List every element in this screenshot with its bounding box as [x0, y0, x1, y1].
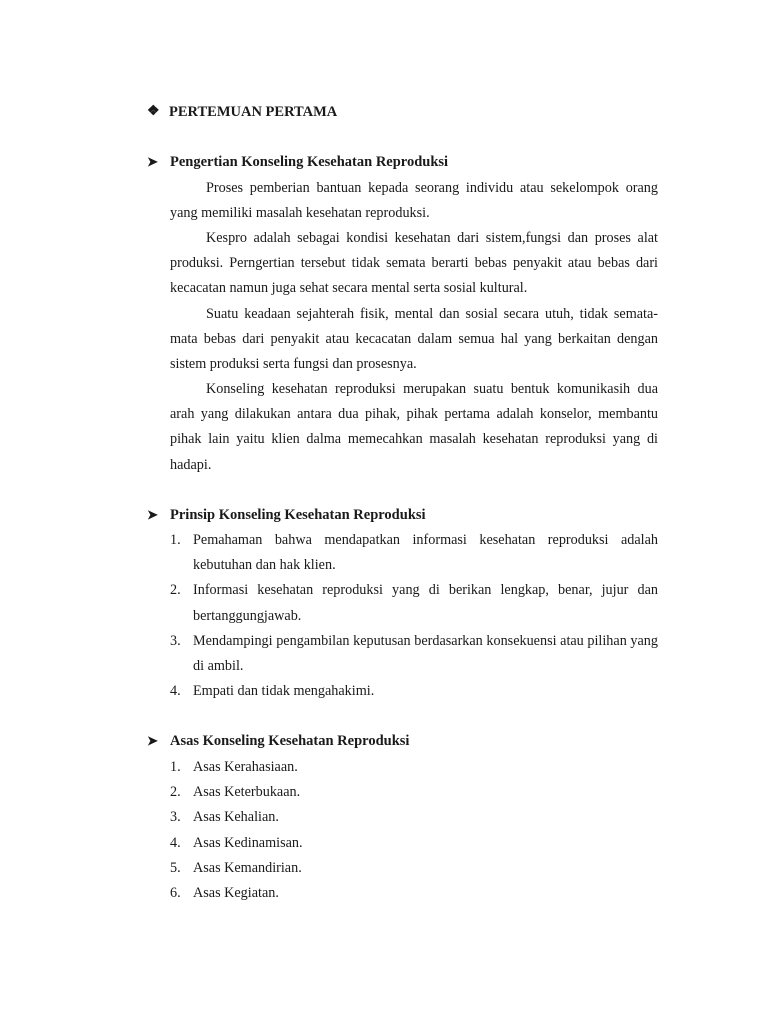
paragraph: Proses pemberian bantuan kepada seorang individu atau sekelompok orang yang memiliki masalah kesehatan reproduksi. — [170, 180, 658, 222]
list-number: 2. — [170, 784, 181, 801]
asas-list — [170, 755, 658, 906]
list-item — [170, 780, 658, 805]
list-item — [170, 629, 658, 679]
list-text: Asas Kegiatan. — [193, 885, 279, 902]
list-item — [170, 831, 658, 856]
section-heading-prinsip — [147, 504, 426, 526]
list-item — [170, 528, 658, 578]
section-heading-asas — [147, 730, 409, 752]
list-item — [170, 679, 658, 704]
paragraph: Suatu keadaan sejahterah fisik, mental dan sosial secara utuh, tidak semata-mata bebas dari penyakit atau kecacatan dalam semua hal yang berkaitan dengan sistem produksi serta fungsi dan prosesnya. — [170, 306, 658, 373]
section-heading-pengertian — [147, 151, 448, 173]
section-title: Pengertian Konseling Kesehatan Reproduksi — [170, 154, 449, 170]
list-number: 6. — [170, 885, 181, 902]
arrow-bullet-icon: ➤ — [147, 507, 158, 522]
list-item — [170, 755, 658, 780]
paragraph: Kespro adalah sebagai kondisi kesehatan dari sistem,fungsi dan proses alat produksi. Perngertian tersebut tidak semata berarti bebas penyakit atau bebas dari kecacatan namun juga sehat secara mental serta sosial kultural. — [170, 230, 658, 297]
list-text: Asas Keterbukaan. — [193, 784, 301, 801]
list-text: Asas Kerahasiaan. — [193, 759, 298, 775]
list-number: 2. — [170, 582, 181, 599]
list-text: Informasi kesehatan reproduksi yang di berikan lengkap, benar, jujur dan bertanggungjawab. — [193, 582, 658, 624]
arrow-bullet-icon: ➤ — [147, 154, 158, 169]
list-number: 1. — [170, 532, 181, 548]
list-number: 4. — [170, 683, 181, 700]
section-title: Prinsip Konseling Kesehatan Reproduksi — [170, 507, 426, 523]
main-heading — [147, 101, 337, 123]
list-number: 3. — [170, 632, 181, 649]
list-item — [170, 578, 658, 628]
list-text: Empati dan tidak mengahakimi. — [193, 683, 375, 700]
prinsip-list — [170, 528, 658, 704]
list-item — [170, 856, 658, 881]
list-text: Asas Kedinamisan. — [193, 834, 303, 851]
arrow-bullet-icon: ➤ — [147, 733, 158, 748]
list-text: Pemahaman bahwa mendapatkan informasi kesehatan reproduksi adalah kebutuhan dan hak klien. — [193, 532, 658, 574]
section-title: Asas Konseling Kesehatan Reproduksi — [170, 733, 410, 749]
list-text: Mendampingi pengambilan keputusan berdasarkan konsekuensi atau pilihan yang di ambil. — [193, 632, 658, 675]
main-heading-text: PERTEMUAN PERTAMA — [169, 104, 338, 120]
paragraph: Konseling kesehatan reproduksi merupakan suatu bentuk komunikasih dua arah yang dilakukan antara dua pihak, pihak pertama adalah konselor, membantu pihak lain yaitu klien dalma memecahkan masalah kesehatan reproduksi yang di hadapi. — [170, 381, 658, 473]
list-number: 5. — [170, 859, 181, 876]
list-item — [170, 805, 658, 830]
list-text: Asas Kemandirian. — [193, 859, 302, 876]
list-text: Asas Kehalian. — [193, 809, 279, 826]
list-number: 3. — [170, 809, 181, 826]
diamond-bullet-icon: ❖ — [147, 104, 160, 119]
list-number: 1. — [170, 759, 181, 775]
list-number: 4. — [170, 834, 181, 851]
list-item — [170, 881, 658, 906]
